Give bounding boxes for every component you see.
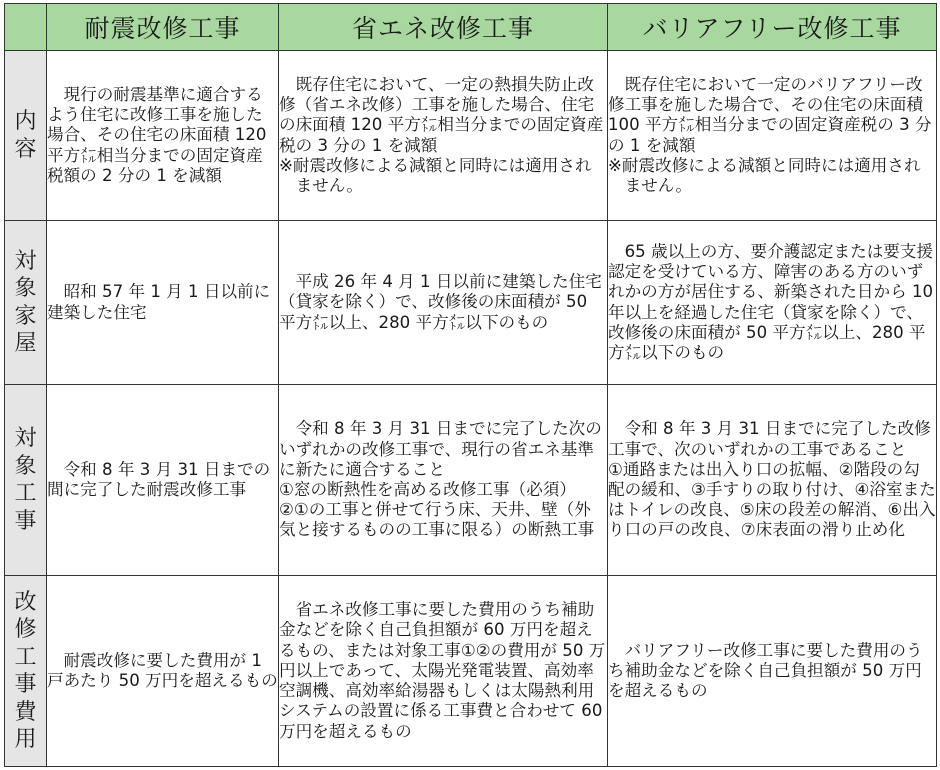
cell-work-seismic: 令和 8 年 3 月 31 日までの間に完了した耐震改修工事 [47, 385, 279, 576]
cell-content-barrier: 既存住宅において一定のバリアフリー改修工事を施した場合で、その住宅の床面積 100 平方㍍相当分までの固定資産税の 3 分の 1 を減額 ※耐震改修による減額と同時には適用されません。 [608, 51, 937, 221]
row-label-cost: 改修工事費用 [5, 576, 47, 767]
row-label-content: 内容 [5, 51, 47, 221]
cell-house-energy: 平成 26 年 4 月 1 日以前に建築した住宅（貸家を除く）で、改修後の床面積が 50 平方㍍以上、280 平方㍍以下のもの [279, 221, 608, 385]
cell-cost-barrier: バリアフリー改修工事に要した費用のうち補助金などを除く自己負担額が 50 万円を超えるもの [608, 576, 937, 767]
tax-reduction-table [4, 3, 937, 767]
row-target-work [5, 385, 937, 576]
cell-work-barrier: 令和 8 年 3 月 31 日までに完了した改修工事で、次のいずれかの工事であること ①通路または出入り口の拡幅、②階段の勾配の緩和、③手すりの取り付け、④浴室またはトイレの改良、⑤床の段差の解消、⑥出入り口の戸の改良、⑦床表面の滑り止め化 [608, 385, 937, 576]
cell-house-seismic: 昭和 57 年 1 月 1 日以前に建築した住宅 [47, 221, 279, 385]
row-cost [5, 576, 937, 767]
header-seismic: 耐震改修工事 [47, 4, 279, 51]
row-content [5, 51, 937, 221]
cell-work-energy: 令和 8 年 3 月 31 日までに完了した次のいずれかの改修工事で、現行の省エネ基準に新たに適合すること ①窓の断熱性を高める改修工事（必須） ②①の工事と併せて行う床、天井、壁（外気と接するものの工事に限る）の断熱工事 [279, 385, 608, 576]
header-barrier-free: バリアフリー改修工事 [608, 4, 937, 51]
header-row [5, 4, 937, 51]
cell-cost-seismic: 耐震改修に要した費用が 1 戸あたり 50 万円を超えるもの [47, 576, 279, 767]
row-label-target-work: 対象工事 [5, 385, 47, 576]
cell-content-seismic: 現行の耐震基準に適合するよう住宅に改修工事を施した場合、その住宅の床面積 120 平方㍍相当分までの固定資産税額の 2 分の 1 を減額 [47, 51, 279, 221]
cell-cost-energy: 省エネ改修工事に要した費用のうち補助金などを除く自己負担額が 60 万円を超えるもの、または対象工事①②の費用が 50 万円以上であって、太陽光発電装置、高効率空調機、高効率給湯器もしくは太陽熱利用システムの設置に係る工事費と合わせて 60 万円を超えるもの [279, 576, 608, 767]
corner-cell [5, 4, 47, 51]
cell-content-energy: 既存住宅において、一定の熱損失防止改修（省エネ改修）工事を施した場合、住宅の床面積 120 平方㍍相当分までの固定資産税の 3 分の 1 を減額 ※耐震改修による減額と同時には適用されません。 [279, 51, 608, 221]
row-label-target-house: 対象家屋 [5, 221, 47, 385]
row-target-house [5, 221, 937, 385]
cell-house-barrier: 65 歳以上の方、要介護認定または要支援認定を受けている方、障害のある方のいずれかの方が居住する、新築された日から 10 年以上を経過した住宅（貸家を除く）で、改修後の床面積が 50 平方㍍以上、280 平方㍍以下のもの [608, 221, 937, 385]
header-energy-saving: 省エネ改修工事 [279, 4, 608, 51]
